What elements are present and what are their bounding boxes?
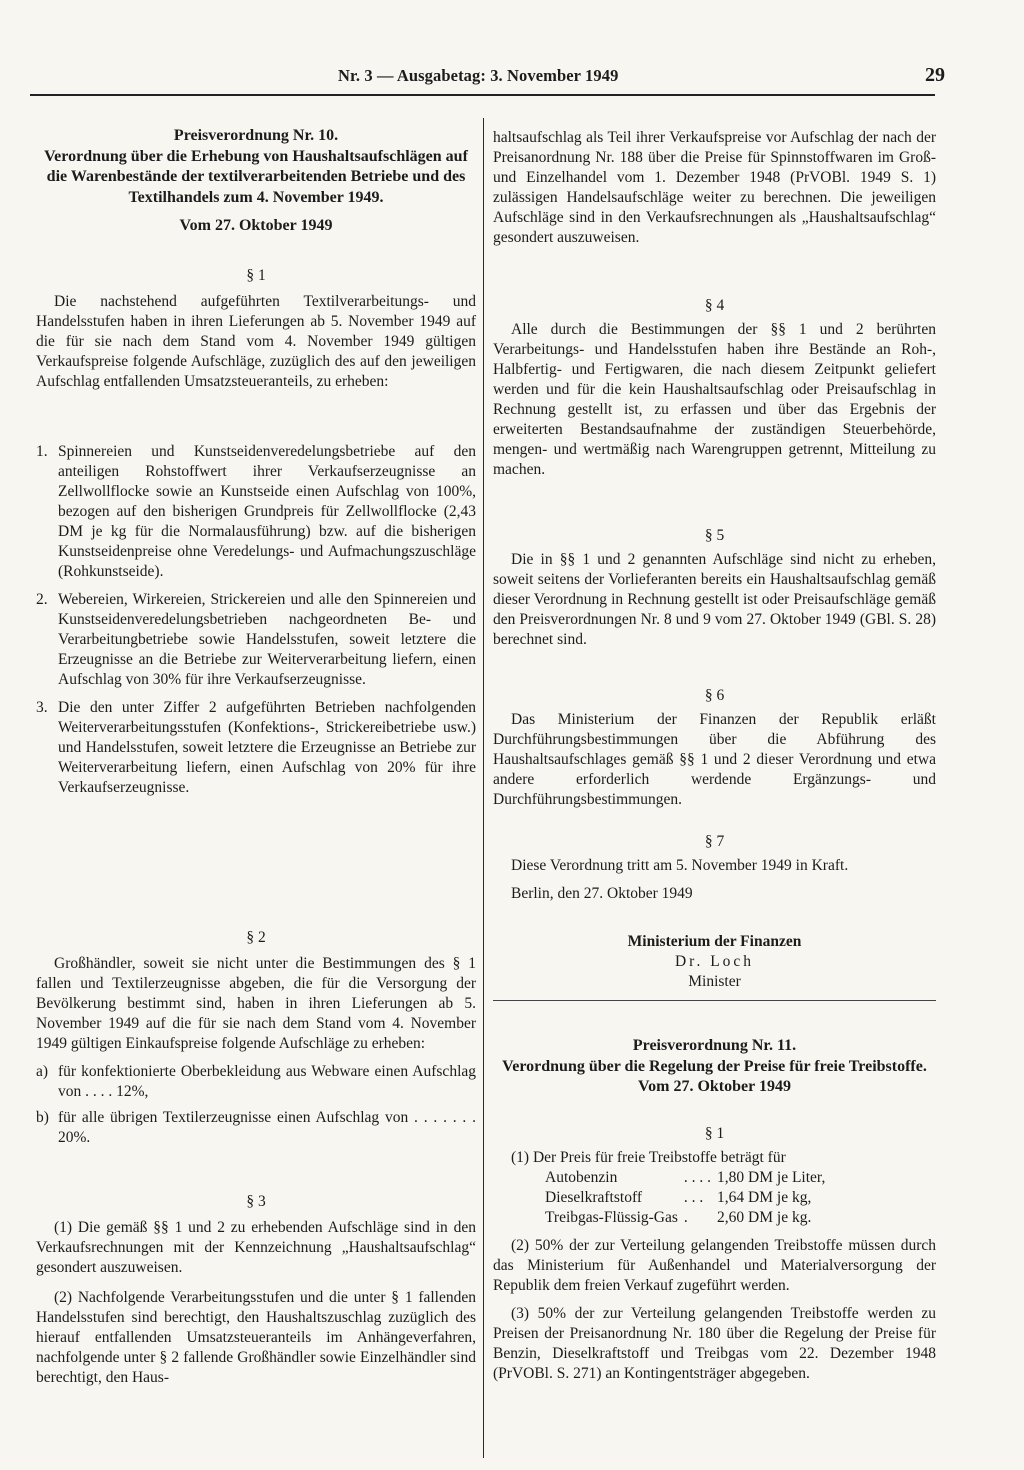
section-1-items [36, 442, 476, 798]
pv10-title: Preisverordnung Nr. 10. [173, 127, 339, 144]
section-5-heading: § 5 [704, 527, 725, 544]
list-item-number: 3. [36, 699, 48, 716]
table-row [545, 1188, 831, 1208]
section-6-heading: § 6 [704, 687, 725, 704]
list-item-number: 2. [36, 591, 48, 608]
section-1 [36, 266, 476, 392]
pv11-subtitle: Verordnung über die Regelung der Preise für freie Treibstoffe. [502, 1057, 927, 1075]
table-row [545, 1168, 831, 1188]
signature-block [493, 932, 936, 992]
fuel-price: 1,80 DM je Liter, [717, 1169, 826, 1186]
signature-title: Minister [688, 973, 741, 990]
section-1-heading: § 1 [246, 267, 266, 284]
section-7-heading: § 7 [704, 833, 725, 850]
section-3-continued [493, 128, 936, 248]
pv11-para-2: (2) 50% der zur Verteilung gelangenden Treibstoffe müssen durch das Ministerium für Außenhandel und Materialversorgung der Republik dem freien Verkauf zugeführt werden. [493, 1237, 936, 1294]
list-item-text: für alle übrigen Textilerzeugnisse einen Aufschlag von . . . . . . . 20%. [58, 1109, 476, 1146]
section-2 [36, 928, 476, 1148]
pv11-section-1-heading: § 1 [704, 1125, 725, 1142]
pv10-heading-block [36, 126, 476, 237]
fuel-leader: . . . . [683, 1169, 712, 1186]
pv11-para-3: (3) 50% der zur Verteilung gelangenden Treibstoffe werden zu Preisen der Preisanordnung Nr. 180 über die Regelung der Preise für Benzin, Dieselkraftstoff und Treibgas vom 22. Dezember 1948 (PrVOBl. S. 271) an Kontingentsträger abgegeben. [493, 1305, 936, 1382]
section-4-text: Alle durch die Bestimmungen der §§ 1 und 2 berührten Verarbeitungs- und Handelsstufen haben ihre Bestände an Roh-, Halbfertig- und Fertigwaren, die nach diesem Zeitpunkt geliefert werden und für die kein Haushaltsaufschlag oder Preisaufschlag in Rechnung gestellt ist, zu erfassen und über das Ergebnis der erweiterten Bestandsaufnahme der zuständigen Steuerbehörde, mengen- und wertmäßig nach Warengruppen getrennt, Mitteilung zu machen. [493, 321, 936, 478]
list-item-label: a) [36, 1063, 49, 1080]
page-header [30, 64, 945, 96]
section-4 [493, 296, 936, 480]
section-1-text: Die nachstehend aufgeführten Textilverarbeitungs- und Handelsstufen haben in ihren Lieferungen ab 5. November 1949 auf die für sie nach dem Stand vom 4. November 1949 gültigen Verkaufspreise folgende Aufschläge, zuzüglich des auf den jeweiligen Aufschlag entfallenden Umsatzsteueranteils, zu erheben: [36, 293, 476, 390]
section-3-para-1: (1) Die gemäß §§ 1 und 2 zu erhebenden Aufschläge sind in den Verkaufsrechnungen mit der Kennzeichnung „Haushaltsaufschlag“ gesondert auszuweisen. [36, 1219, 476, 1276]
section-2-heading: § 2 [246, 929, 266, 946]
list-item-text: Die den unter Ziffer 2 aufgeführten Betrieben nachfolgenden Weiterverarbeitungsstufen (Konfektions-, Strickereibetriebe usw.) und Handelsstufen, soweit letztere die Erzeugnisse an Betriebe zur Weiterverarbeitung liefern, einen Aufschlag von 20% für ihre Verkaufserzeugnisse. [58, 699, 476, 796]
list-item-text: Webereien, Wirkereien, Strickereien und alle den Spinnereien und Kunstseidenveredelungsbetrieben nachgeordneten Be- und Verarbeitungbetriebe sowie Handelsstufen, soweit letztere die Erzeugnisse an die Betriebe zur Weiterverarbeitung liefern, einen Aufschlag von 30% für ihre Verkaufserzeugnisse. [58, 591, 476, 688]
fuel-name: Autobenzin [545, 1169, 618, 1186]
header-title: Nr. 3 — Ausgabetag: 3. November 1949 [338, 66, 619, 85]
section-7-text: Diese Verordnung tritt am 5. November 1949 in Kraft. [511, 857, 849, 874]
section-2-text: Großhändler, soweit sie nicht unter die Bestimmungen des § 1 fallen und Textilerzeugnisse abgeben, die für die Versorgung der Bevölkerung bestimmt sind, haben in ihren Lieferungen ab 5. November 1949 auf die für sie nach dem Stand vom 4. November 1949 gültigen Einkaufspreise folgende Aufschläge zu erheben: [36, 955, 476, 1052]
pv10-subtitle: Verordnung über die Erhebung von Haushaltsaufschlägen auf die Warenbestände der textilverarbeitenden Betriebe und des Textilhandels zum 4. November 1949. [44, 147, 468, 206]
list-item-label: b) [36, 1109, 49, 1126]
section-6-text: Das Ministerium der Finanzen der Republik erläßt Durchführungsbestimmungen über die Abführung des Haushaltsaufschlages gemäß §§ 1 und 2 dieser Verordnung und etwa andere erforderlich werdende Ergänzungs- und Durchführungsbestimmungen. [493, 711, 936, 808]
section-3-heading: § 3 [246, 1193, 266, 1210]
list-item-text: Spinnereien und Kunstseidenveredelungsbetriebe auf den anteiligen Rohstoffwert ihrer Verkaufserzeugnisse an Zellwollflocke sowie an Kunstseide einen Aufschlag von 100%, bezogen auf den bisherigen Grundpreis für Zellwollflocke (2,43 DM je kg für die Normalausführung) bzw. auf die bisherigen Kunstseidenpreise ohne Veredelungs- und Aufmachungszuschläge (Rohkunstseide). [58, 443, 476, 580]
section-3-para-2: (2) Nachfolgende Verarbeitungsstufen und die unter § 1 fallenden Handelsstufen sind berechtigt, den Haushaltszuschlag zuzüglich des hierauf entfallenden Umsatzsteueranteils im Anhängeverfahren, nachfolgende unter § 2 fallende Großhändler sowie Einzelhändler sind berechtigt, den Haus- [36, 1289, 476, 1386]
list-item [36, 698, 476, 798]
fuel-price: 1,64 DM je kg, [717, 1189, 812, 1206]
section-5 [493, 526, 936, 650]
place-date: Berlin, den 27. Oktober 1949 [511, 885, 693, 902]
column-divider [483, 118, 484, 1458]
pv11-date: Vom 27. Oktober 1949 [638, 1078, 791, 1095]
section-7 [493, 832, 936, 904]
section-separator [493, 1000, 936, 1001]
list-item-text: für konfektionierte Oberbekleidung aus Webware einen Aufschlag von . . . . 12%, [58, 1063, 476, 1100]
fuel-name: Treibgas-Flüssig-Gas [545, 1209, 678, 1226]
table-row [545, 1208, 831, 1228]
section-6 [493, 686, 936, 810]
fuel-price: 2,60 DM je kg. [717, 1209, 812, 1226]
list-item [36, 1062, 476, 1102]
section-5-text: Die in §§ 1 und 2 genannten Aufschläge sind nicht zu erheben, soweit seitens der Vorlieferanten bereits ein Haushaltsaufschlag gemäß dieser Verordnung in Rechnung gestellt ist oder Preisaufschläge gemäß den Preisverordnungen Nr. 8 und 9 vom 27. Oktober 1949 (GBl. S. 28) berechnet sind. [493, 551, 936, 648]
section-3 [36, 1192, 476, 1388]
list-item [36, 442, 476, 582]
price-table [545, 1168, 831, 1228]
pv11-heading-block [493, 1036, 936, 1098]
pv11-section-1 [493, 1124, 936, 1384]
signature-ministry: Ministerium der Finanzen [627, 933, 802, 950]
list-item [36, 590, 476, 690]
section-3-continued-text: haltsaufschlag als Teil ihrer Verkaufspreise vor Aufschlag der nach der Preisanordnung Nr. 188 über die Preise für Spinnstoffwaren im Groß- und Einzelhandel vom 1. Dezember 1948 (PrVOBl. 1949 S. 1) zulässigen Handelsaufschläge weiter zu berechnen. Die jeweiligen Aufschläge sind in den Verkaufsrechnungen als „Haushaltsaufschlag“ gesondert auszuweisen. [493, 129, 936, 246]
fuel-leader: . [683, 1209, 688, 1226]
signature-name: Dr. Loch [674, 953, 755, 970]
pv11-title: Preisverordnung Nr. 11. [632, 1037, 797, 1054]
page-number: 29 [925, 64, 945, 86]
list-item [36, 1108, 476, 1148]
list-item-number: 1. [36, 443, 48, 460]
fuel-leader: . . . [683, 1189, 704, 1206]
fuel-name: Dieselkraftstoff [545, 1189, 642, 1206]
pv10-date: Vom 27. Oktober 1949 [179, 217, 333, 234]
pv11-para-1-intro: (1) Der Preis für freie Treibstoffe beträgt für [511, 1149, 786, 1166]
section-4-heading: § 4 [704, 297, 725, 314]
